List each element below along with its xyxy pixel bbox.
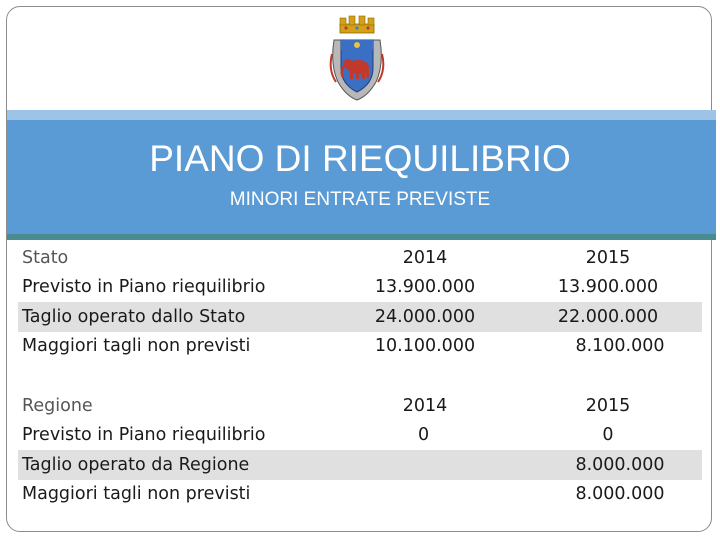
regione-row-label: Previsto in Piano riequilibrio: [22, 425, 266, 445]
coat-of-arms-icon: [326, 10, 388, 104]
stato-row-value-2014: 13.900.000: [374, 277, 476, 297]
regione-row-label: Maggiori tagli non previsti: [22, 484, 251, 504]
regione-row-value-2015: 0: [602, 425, 614, 445]
slide-title: PIANO DI RIEQUILIBRIO: [149, 138, 571, 179]
regione-row-value-2014: 0: [418, 425, 430, 445]
stato-row: [18, 331, 702, 361]
stato-row-label: Maggiori tagli non previsti: [22, 336, 251, 356]
regione-header-2014: 2014: [402, 396, 448, 416]
stato-header-2015: 2015: [585, 248, 631, 268]
regione-row-label: Taglio operato da Regione: [22, 455, 250, 475]
regione-header-2015: 2015: [585, 396, 631, 416]
stato-row: [18, 272, 702, 302]
stato-header-row: [18, 243, 702, 273]
regione-header-label: Regione: [22, 396, 93, 416]
banner-top-stripe: [7, 110, 716, 120]
stato-header-2014: 2014: [402, 248, 448, 268]
stato-row-label: Taglio operato dallo Stato: [22, 307, 246, 327]
regione-header-row: [18, 391, 702, 421]
stato-row-value-2014: 10.100.000: [374, 336, 476, 356]
regione-row-value-2015: 8.000.000: [575, 484, 665, 504]
banner-bottom-stripe: [7, 234, 716, 240]
stato-row: [18, 302, 702, 332]
stato-header-label: Stato: [22, 248, 69, 268]
regione-row-value-2015: 8.000.000: [575, 455, 665, 475]
regione-row: [18, 479, 702, 509]
stato-row-value-2015: 13.900.000: [557, 277, 659, 297]
regione-row: [18, 450, 702, 480]
stato-row-value-2014: 24.000.000: [374, 307, 476, 327]
slide-subtitle: MINORI ENTRATE PREVISTE: [229, 189, 491, 210]
stato-row-label: Previsto in Piano riequilibrio: [22, 277, 266, 297]
stato-row-value-2015: 22.000.000: [557, 307, 659, 327]
regione-row: [18, 420, 702, 450]
stato-row-value-2015: 8.100.000: [575, 336, 665, 356]
